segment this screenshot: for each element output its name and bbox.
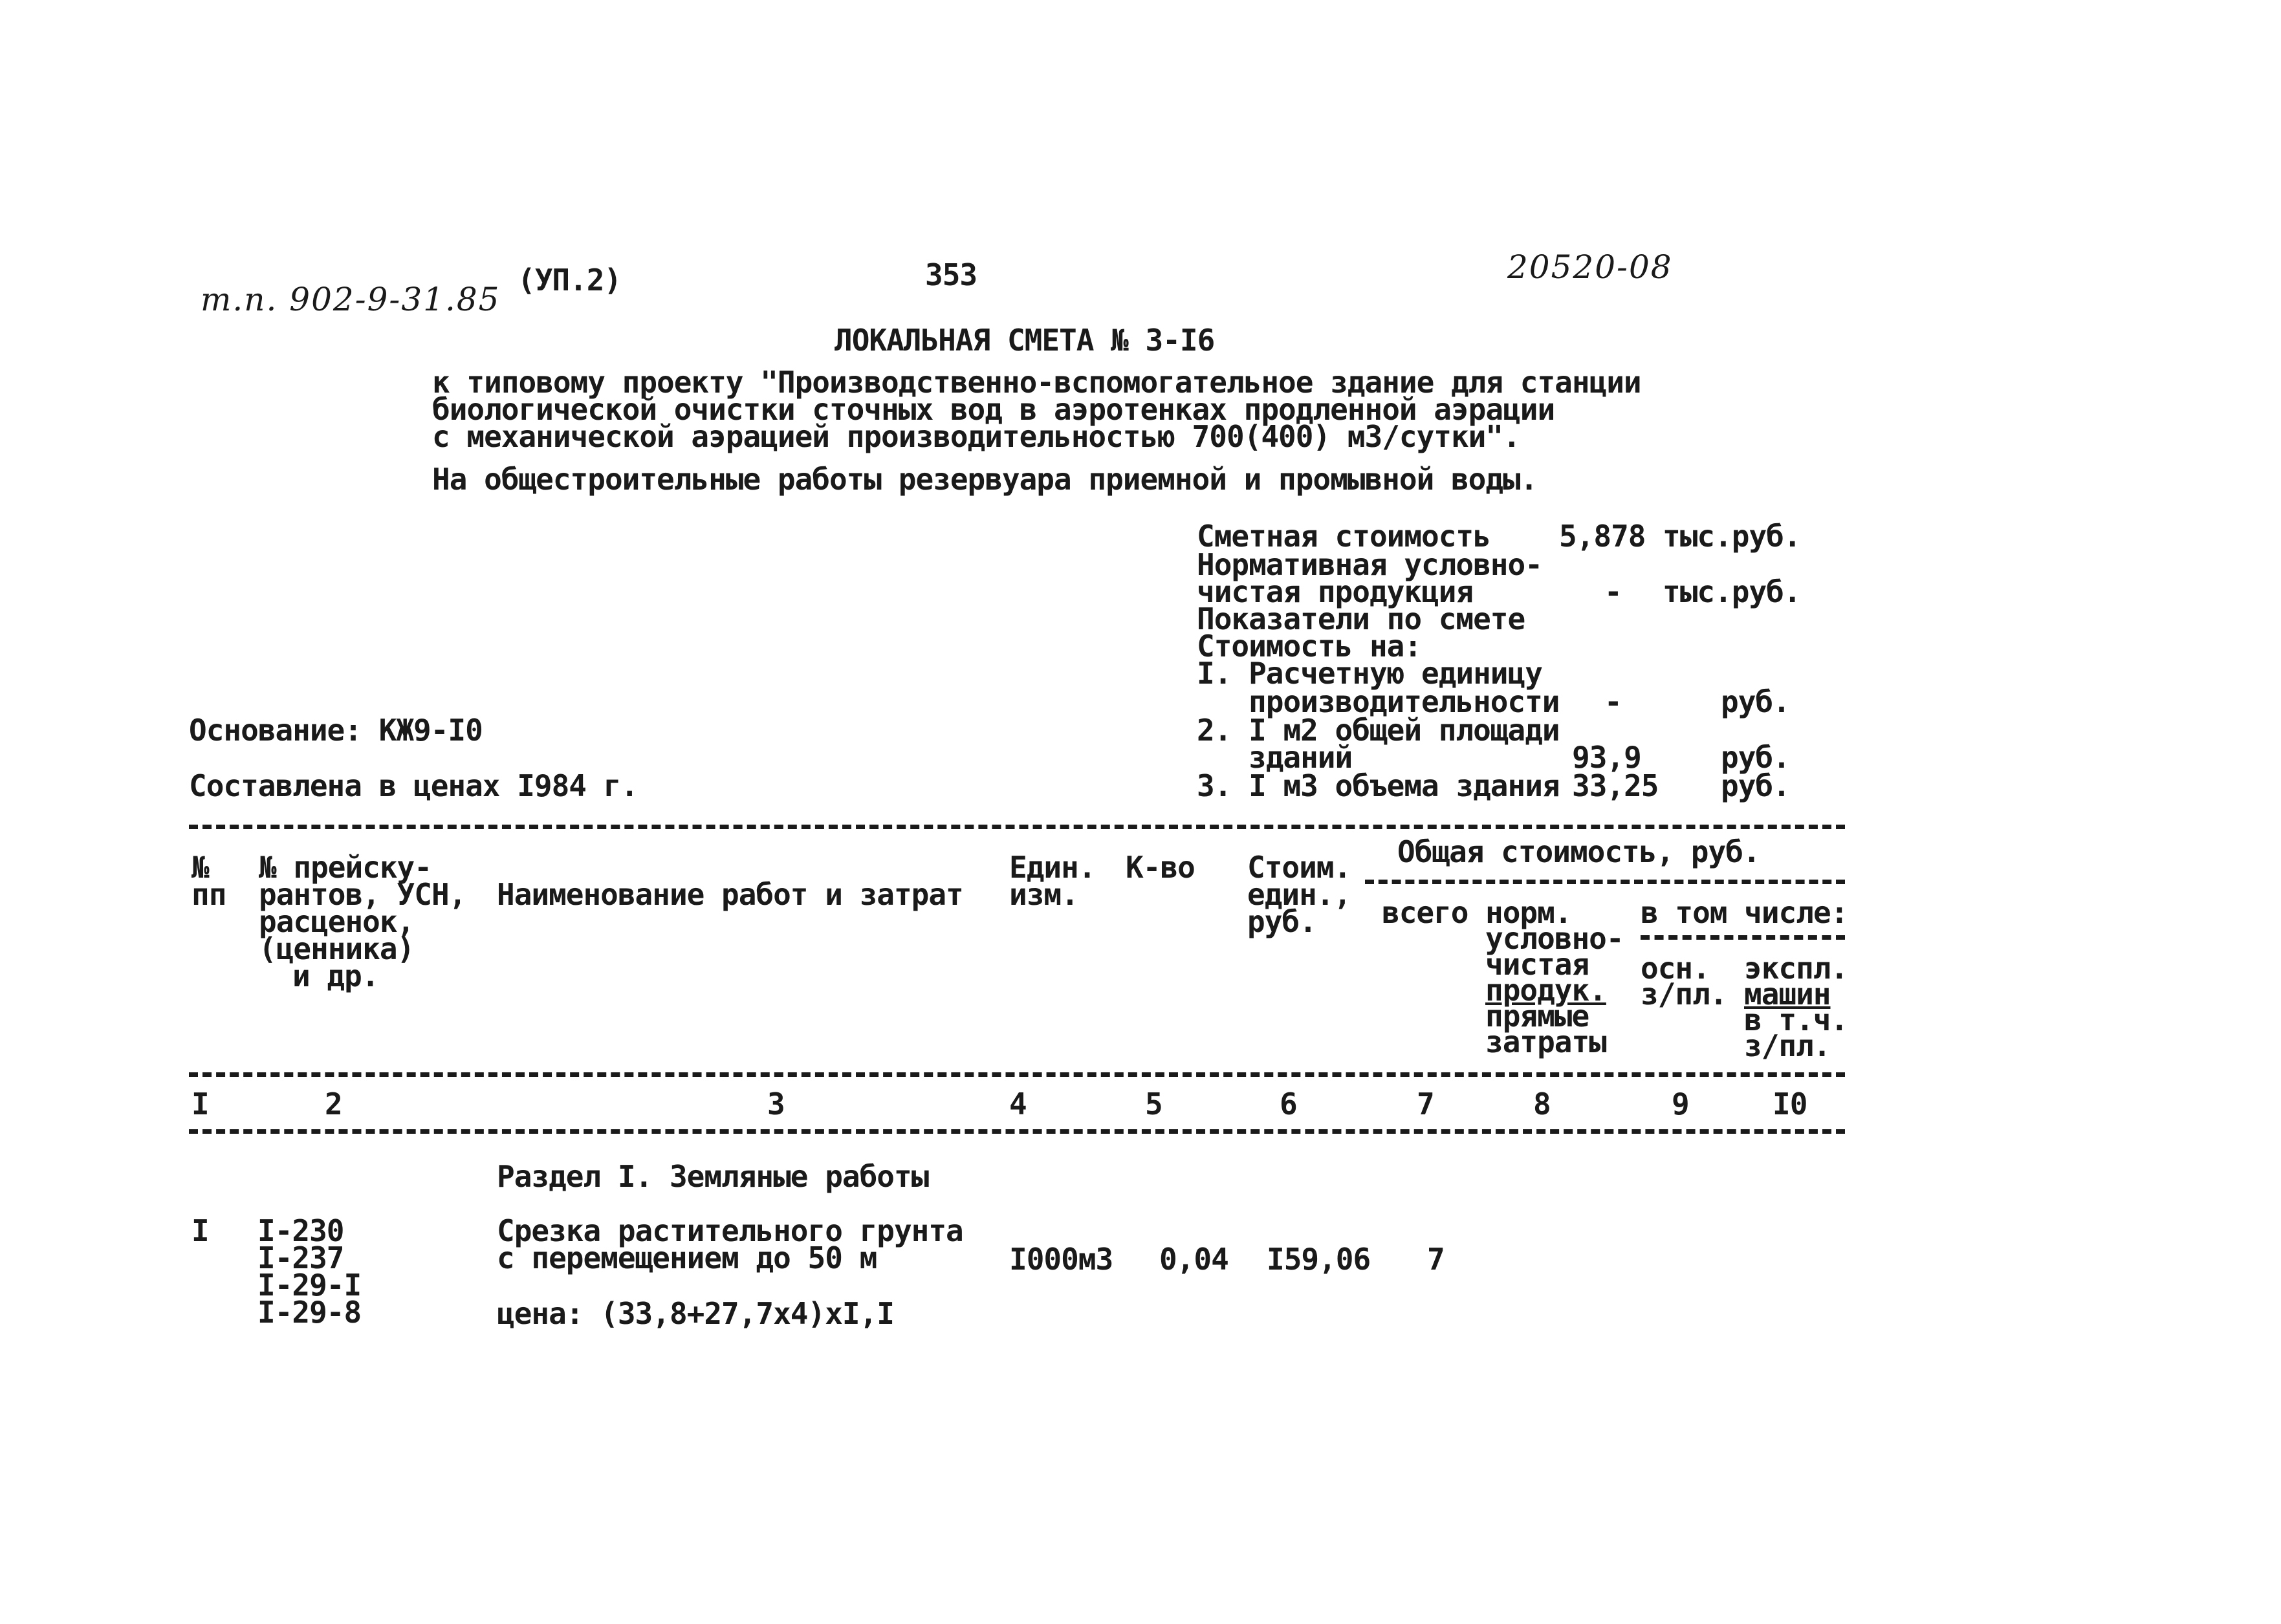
indicator-1-label-1: I. Расчетную единицу [1197,656,1542,691]
header-price-2: един., [1247,877,1351,912]
norm-value: - [1604,574,1622,609]
row-code-2: I-237 [257,1240,344,1275]
header-total: Общая стоимость, руб. [1397,834,1760,869]
header-norm-1: норм. [1485,895,1572,930]
header-price-1: Стоим. [1247,850,1351,885]
col-number-5: 5 [1145,1087,1162,1121]
indicator-3-value: 33,25 [1572,768,1659,803]
header-exp-3: в т.ч. [1744,1002,1848,1037]
indicator-2-value: 93,9 [1572,740,1641,775]
header-osn-2: з/пл. [1641,977,1727,1012]
row-code-1: I-230 [257,1213,344,1248]
row-code-3: I-29-I [257,1268,362,1303]
header-exp-2: машин [1744,977,1831,1012]
indicator-2-label-1: 2. I м2 общей площади [1197,713,1560,748]
header-norm-5: прямые [1485,999,1589,1034]
indicator-3-label: 3. I м3 объема здания [1197,768,1560,803]
header-exp-4: з/пл. [1744,1028,1831,1063]
header-all: всего [1382,895,1468,930]
row-unit: I000м3 [1009,1242,1113,1277]
doc-number: 20520-08 [1507,248,1673,286]
indicator-1-value: - [1604,684,1622,719]
header-unit-2: изм. [1009,877,1078,912]
cost-value: 5,878 [1559,519,1646,554]
indicator-3-unit: руб. [1721,768,1790,803]
prices-line: Составлена в ценах I984 г. [189,768,638,803]
col-number-2: 2 [325,1087,342,1121]
header-code-5: и др. [292,958,379,993]
col-number-6: 6 [1280,1087,1297,1121]
header-exp-1: экспл. [1744,951,1848,986]
header-code-4: (ценника) [259,931,415,966]
norm-label-2: чистая продукция [1197,574,1474,609]
page-number: 353 [925,257,977,292]
header-num-1: № [191,850,209,885]
row-number: I [191,1213,209,1248]
col-number-4: 4 [1009,1087,1027,1121]
cost-per-label: Стоимость на: [1197,629,1422,664]
row-price-formula: цена: (33,8+27,7х4)хI,I [497,1296,894,1331]
header-total-rule [1365,880,1845,884]
table-top-rule [189,825,1845,829]
col-number-7: 7 [1417,1087,1434,1121]
row-total: 7 [1427,1242,1445,1277]
cost-label: Сметная стоимость [1197,519,1490,554]
header-including: в том числе: [1641,895,1848,930]
row-name-1: Срезка растительного грунта [497,1213,963,1248]
row-unit-price: I59,06 [1267,1242,1371,1277]
indicator-1-label-2: производительности [1249,684,1560,719]
album-label: (УП.2) [518,263,622,298]
header-norm-6: затраты [1485,1024,1606,1059]
norm-unit: тыс.руб. [1663,574,1801,609]
row-qty: 0,04 [1159,1242,1228,1277]
cost-unit: тыс.руб. [1663,519,1801,554]
indicator-2-unit: руб. [1721,740,1790,775]
row-code-4: I-29-8 [257,1295,362,1330]
header-unit-1: Един. [1009,850,1096,885]
header-norm-4: продук. [1485,973,1606,1008]
subject-line: На общестроительные работы резервуара приемной и промывной воды. [432,462,1538,497]
header-bottom-rule [189,1072,1845,1077]
indicators-label: Показатели по смете [1197,601,1525,636]
header-osn-1: осн. [1641,951,1710,986]
header-qty: К-во [1126,850,1195,885]
header-norm-3: чистая [1485,947,1589,982]
indicator-1-unit: руб. [1721,684,1790,719]
header-name: Наименование работ и затрат [497,877,963,912]
col-number-8: 8 [1533,1087,1551,1121]
project-line-2: биологической очистки сточных вод в аэротенках продленной аэрации [432,392,1555,427]
header-code-1: № прейску- [259,850,431,885]
header-price-3: руб. [1247,904,1316,939]
section-heading: Раздел I. Земляные работы [497,1159,929,1194]
col-number-10: I0 [1773,1087,1807,1121]
indicator-2-label-2: зданий [1249,740,1353,775]
tp-code: т.п. 902-9-31.85 [201,281,501,318]
header-including-rule [1641,935,1845,940]
header-num-2: пп [191,877,226,912]
col-number-1: I [191,1087,209,1121]
norm-label-1: Нормативная условно- [1197,547,1542,582]
document-title: ЛОКАЛЬНАЯ СМЕТА № 3-I6 [835,323,1215,358]
row-name-2: с перемещением до 50 м [497,1240,877,1275]
basis-line: Основание: КЖ9-I0 [189,713,483,748]
col-number-9: 9 [1672,1087,1689,1121]
project-line-3: с механической аэрацией производительностью 700(400) м3/сутки". [432,419,1520,454]
col-number-3: 3 [767,1087,785,1121]
header-code-2: рантов, УСН, [259,877,466,912]
project-line-1: к типовому проекту "Производственно-вспомогательное здание для станции [432,365,1641,400]
header-code-3: расценок, [259,904,415,939]
header-norm-2: условно- [1485,921,1624,956]
col-numbers-bottom-rule [189,1129,1845,1134]
